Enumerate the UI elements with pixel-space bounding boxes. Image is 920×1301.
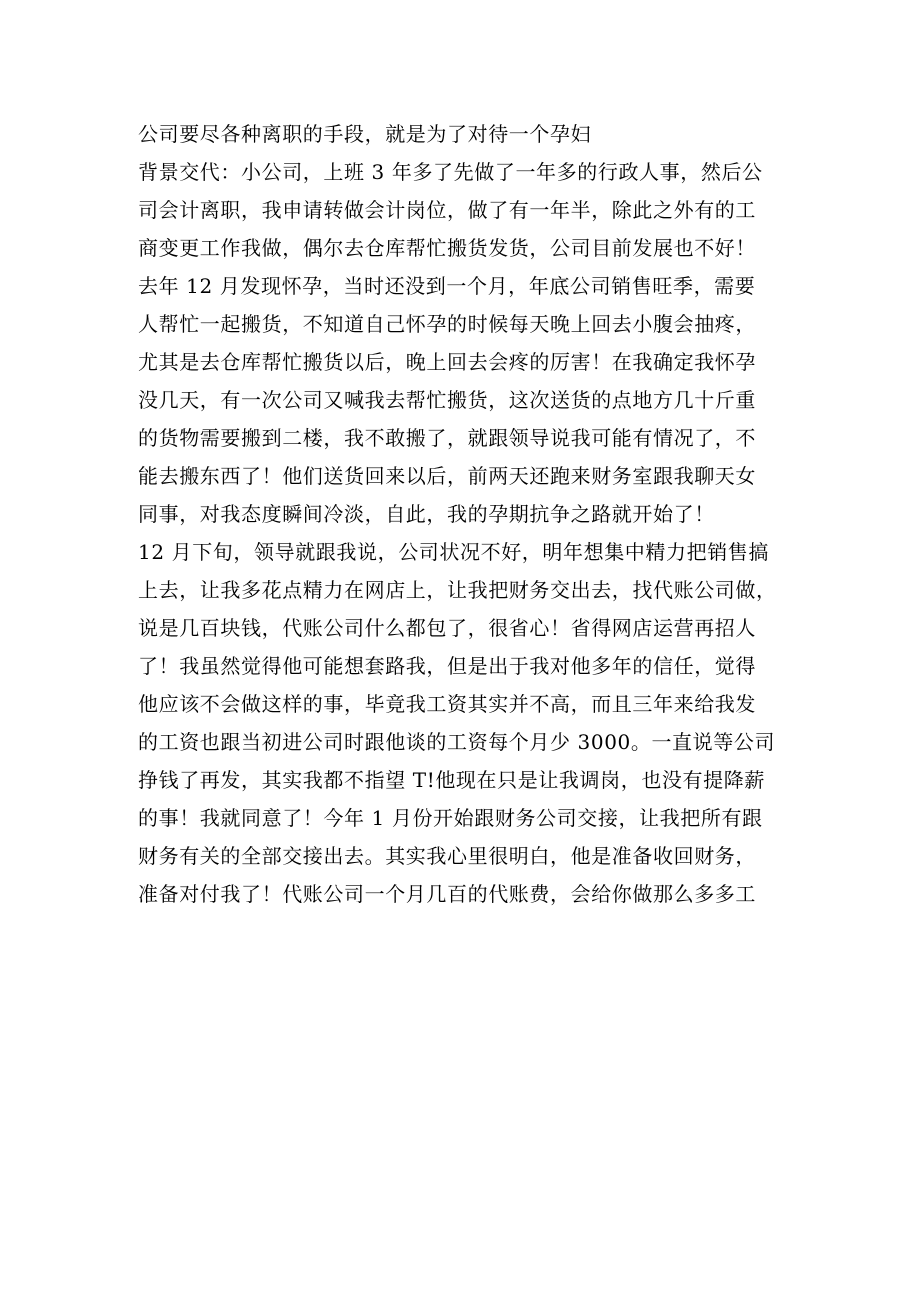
paragraph-line: 司会计离职，我申请转做会计岗位，做了有一年半，除此之外有的工 <box>138 198 756 222</box>
paragraph-line: 人帮忙一起搬货，不知道自己怀孕的时候每天晚上回去小腹会抽疼， <box>138 312 756 336</box>
paragraph-line: 去年 12 月发现怀孕，当时还没到一个月，年底公司销售旺季，需要 <box>138 274 756 298</box>
paragraph-line: 的货物需要搬到二楼，我不敢搬了，就跟领导说我可能有情况了，不 <box>138 426 756 450</box>
paragraph-line: 尤其是去仓库帮忙搬货以后，晚上回去会疼的厉害！在我确定我怀孕 <box>138 350 756 374</box>
paragraph-line: 能去搬东西了！他们送货回来以后，前两天还跑来财务室跟我聊天女 <box>138 464 756 488</box>
document-title: 公司要尽各种离职的手段，就是为了对待一个孕妇 <box>138 122 592 146</box>
document-body <box>138 115 808 913</box>
paragraph-line: 挣钱了再发，其实我都不指望 T!他现在只是让我调岗，也没有提降薪 <box>138 768 765 792</box>
paragraph-line: 说是几百块钱，代账公司什么都包了，很省心！省得网店运营再招人 <box>138 616 756 640</box>
paragraph-line: 没几天，有一次公司又喊我去帮忙搬货，这次送货的点地方几十斤重 <box>138 388 756 412</box>
paragraph-line: 的事！我就同意了！今年 1 月份开始跟财务公司交接，让我把所有跟 <box>138 806 763 830</box>
paragraph-line: 他应该不会做这样的事，毕竟我工资其实并不高，而且三年来给我发 <box>138 692 756 716</box>
paragraph-line: 的工资也跟当初进公司时跟他谈的工资每个月少 3000。一直说等公司 <box>138 730 776 754</box>
paragraph-line: 同事，对我态度瞬间冷淡，自此，我的孕期抗争之路就开始了！ <box>138 502 715 526</box>
paragraph-line: 准备对付我了！代账公司一个月几百的代账费，会给你做那么多多工 <box>138 882 756 906</box>
paragraph-line: 财务有关的全部交接出去。其实我心里很明白，他是准备收回财务， <box>138 844 756 868</box>
paragraph-line: 上去，让我多花点精力在网店上，让我把财务交出去，找代账公司做， <box>138 578 777 602</box>
paragraph-line: 了！我虽然觉得他可能想套路我，但是出于我对他多年的信任，觉得 <box>138 654 756 678</box>
paragraph-line: 商变更工作我做，偶尔去仓库帮忙搬货发货，公司目前发展也不好！ <box>138 236 756 260</box>
paragraph-line: 背景交代：小公司，上班 3 年多了先做了一年多的行政人事，然后公 <box>138 160 763 184</box>
paragraph-line: 12 月下旬，领导就跟我说，公司状况不好，明年想集中精力把销售搞 <box>138 540 770 564</box>
